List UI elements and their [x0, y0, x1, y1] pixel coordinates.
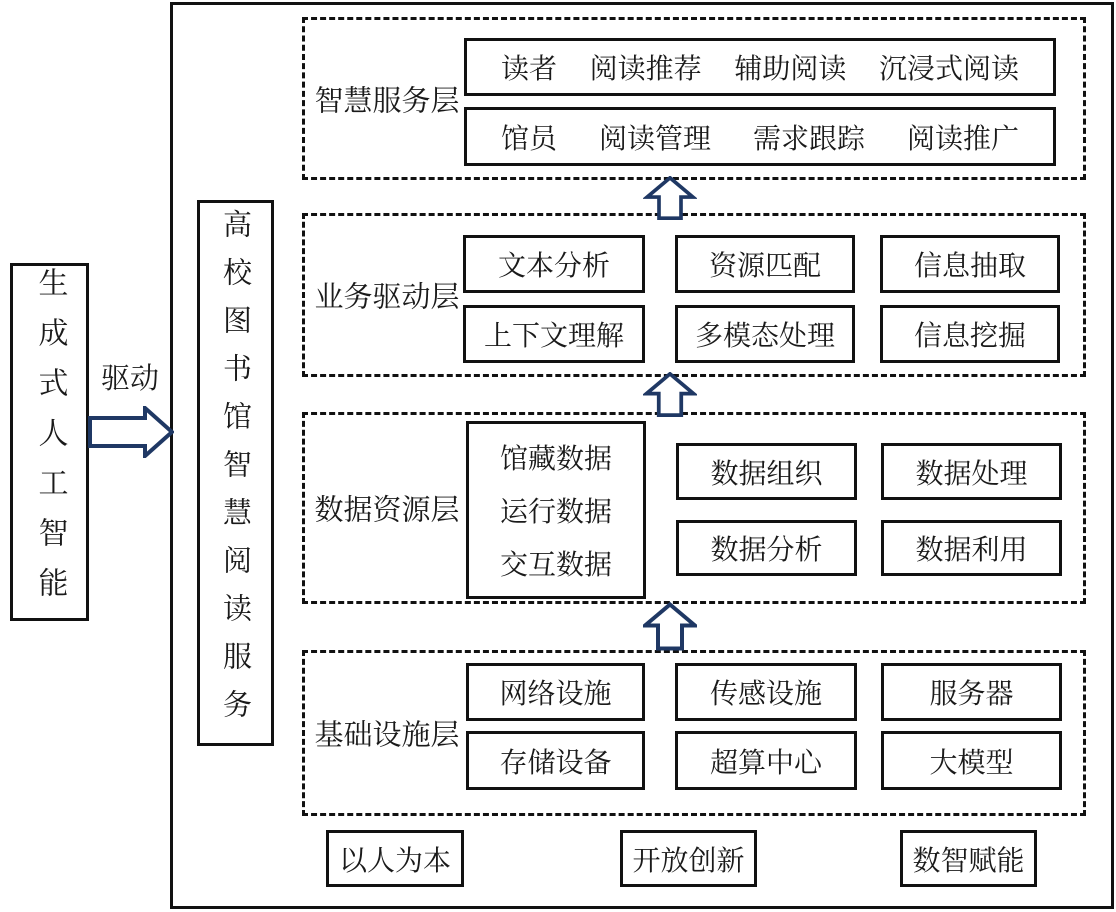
service-item: 读者	[501, 52, 558, 85]
capability-box: 上下文理解	[463, 305, 645, 363]
service-item: 阅读推广	[906, 121, 1019, 155]
principle-box: 以人为本	[326, 830, 464, 887]
layer-business-drive	[302, 213, 1086, 377]
capability-box: 信息抽取	[880, 235, 1060, 293]
infrastructure-box: 大模型	[881, 731, 1062, 790]
data-source-item: 交互数据	[499, 548, 612, 581]
service-item: 馆员	[501, 121, 558, 155]
data-function-box: 数据利用	[881, 520, 1062, 576]
service-item: 需求跟踪	[752, 121, 865, 155]
service-item: 沉浸式阅读	[878, 52, 1019, 85]
layer-smart-service	[302, 17, 1086, 180]
service-item: 阅读推荐	[589, 52, 702, 85]
infrastructure-box: 传感设施	[675, 663, 857, 721]
frame-title: 高校图书馆智慧阅读服务	[219, 209, 253, 737]
librarian-services-box	[464, 107, 1056, 166]
drive-arrow-label: 驱动	[100, 361, 159, 395]
generative-ai-box	[10, 263, 89, 621]
infrastructure-box: 网络设施	[466, 663, 645, 721]
infrastructure-box: 存储设备	[466, 731, 645, 790]
data-function-box: 数据分析	[676, 520, 857, 576]
layer-data-resource-label: 数据资源层	[314, 492, 460, 527]
generative-ai-label: 生成式人工智能	[32, 267, 68, 617]
layer-data-resource	[302, 412, 1086, 604]
data-source-item: 馆藏数据	[499, 442, 612, 475]
data-source-item: 运行数据	[499, 495, 612, 528]
reader-services-box	[464, 38, 1056, 96]
principle-box: 开放创新	[620, 830, 757, 887]
principle-box: 数智赋能	[900, 830, 1037, 887]
infrastructure-box: 服务器	[881, 663, 1062, 721]
infrastructure-box: 超算中心	[675, 731, 857, 790]
right-block-arrow-icon	[88, 406, 174, 458]
service-item: 辅助阅读	[734, 52, 847, 85]
capability-box: 文本分析	[463, 235, 645, 293]
layer-infrastructure-label: 基础设施层	[314, 717, 460, 752]
layer-infrastructure	[302, 650, 1086, 816]
layer-business-drive-label: 业务驱动层	[314, 279, 460, 314]
capability-box: 信息挖掘	[880, 305, 1060, 363]
up-block-arrow-icon	[643, 176, 697, 220]
up-block-arrow-icon	[643, 601, 697, 652]
capability-box: 资源匹配	[675, 235, 855, 293]
data-function-box: 数据组织	[676, 443, 857, 500]
capability-box: 多模态处理	[675, 305, 855, 363]
frame-title-box	[197, 200, 274, 746]
layer-smart-service-label: 智慧服务层	[314, 83, 460, 117]
data-sources-box	[466, 421, 646, 599]
data-function-box: 数据处理	[881, 443, 1062, 500]
up-block-arrow-icon	[643, 372, 697, 417]
service-item: 阅读管理	[598, 121, 711, 155]
